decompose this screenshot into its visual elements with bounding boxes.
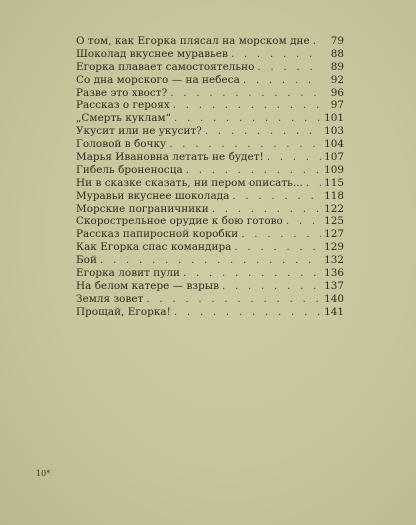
toc-entry-title: Скорострельное орудие к бою готово bbox=[76, 215, 283, 228]
toc-entry bbox=[76, 74, 344, 87]
toc-leader-dots bbox=[173, 99, 321, 112]
toc-entry bbox=[76, 87, 344, 100]
toc-entry bbox=[76, 241, 344, 254]
toc-entry-title: Егорка плавает самостоятельно bbox=[76, 60, 255, 73]
toc-entry-title: Рассказ о героях bbox=[76, 99, 170, 112]
toc-entry bbox=[76, 48, 344, 61]
toc-entry-page: 127 bbox=[324, 228, 344, 241]
toc-entry-title: Морские пограничники bbox=[76, 202, 209, 215]
toc-entry-title: Муравьи вкуснее шоколада bbox=[76, 189, 230, 202]
toc-entry bbox=[76, 254, 344, 267]
toc-entry-title: Со дна морского — на небеса bbox=[76, 73, 240, 86]
toc-entry-page: 137 bbox=[324, 279, 344, 292]
toc-entry-page: 118 bbox=[324, 189, 344, 202]
toc-entry-page: 136 bbox=[324, 267, 344, 280]
toc-leader-dots bbox=[267, 151, 321, 164]
toc-entry-page: 107 bbox=[324, 151, 344, 164]
toc-entry-page: 141 bbox=[324, 305, 344, 318]
toc-entry bbox=[76, 151, 344, 164]
toc-entry-page: 103 bbox=[324, 125, 344, 138]
toc-entry-page: 88 bbox=[330, 47, 344, 60]
toc-entry-page: 132 bbox=[324, 254, 344, 267]
toc-entry-title: Егорка ловит пули bbox=[76, 267, 181, 280]
toc-entry bbox=[76, 177, 344, 190]
toc-leader-dots bbox=[232, 190, 321, 203]
toc-entry-page: 115 bbox=[324, 176, 344, 189]
toc-leader-dots bbox=[169, 138, 321, 151]
toc-entry bbox=[76, 138, 344, 151]
printer-signature-mark: 10* bbox=[36, 469, 51, 478]
toc-leader-dots bbox=[234, 241, 321, 254]
toc-entry bbox=[76, 112, 344, 125]
toc-entry bbox=[76, 164, 344, 177]
toc-leader-dots bbox=[212, 203, 321, 216]
toc-leader-dots bbox=[241, 228, 321, 241]
toc-leader-dots bbox=[170, 87, 321, 100]
toc-entry-title: Прощай, Егорка! bbox=[76, 305, 171, 318]
toc-entry-page: 89 bbox=[330, 60, 344, 73]
toc-entry bbox=[76, 99, 344, 112]
toc-entry-page: 129 bbox=[324, 241, 344, 254]
table-of-contents bbox=[76, 35, 344, 319]
toc-entry-title: О том, как Егорка плясал на морском дне bbox=[76, 35, 310, 47]
toc-entry bbox=[76, 190, 344, 203]
toc-leader-dots bbox=[174, 306, 321, 319]
toc-entry-title: Разве это хвост? bbox=[76, 86, 168, 99]
toc-leader-dots bbox=[222, 280, 321, 293]
toc-leader-dots bbox=[146, 293, 321, 306]
toc-entry bbox=[76, 293, 344, 306]
toc-entry bbox=[76, 306, 344, 319]
toc-leader-dots bbox=[306, 177, 321, 190]
toc-entry-title: Шоколад вкуснее муравьев bbox=[76, 47, 228, 60]
toc-entry-title: На белом катере — взрыв bbox=[76, 279, 220, 292]
toc-entry bbox=[76, 61, 344, 74]
toc-entry-title: „Смерть куклам“ bbox=[76, 112, 171, 125]
toc-entry bbox=[76, 228, 344, 241]
toc-leader-dots bbox=[257, 61, 321, 74]
toc-entry-page: 125 bbox=[324, 215, 344, 228]
toc-leader-dots bbox=[100, 254, 321, 267]
toc-entry bbox=[76, 125, 344, 138]
toc-leader-dots bbox=[286, 215, 321, 228]
toc-entry-title: Как Егорка спас командира bbox=[76, 241, 232, 254]
toc-entry-title: Гибель броненосца bbox=[76, 163, 183, 176]
toc-entry-page: 79 bbox=[330, 35, 344, 47]
toc-entry-page: 122 bbox=[324, 202, 344, 215]
toc-leader-dots bbox=[313, 35, 321, 48]
toc-entry bbox=[76, 203, 344, 216]
toc-entry bbox=[76, 280, 344, 293]
toc-leader-dots bbox=[183, 267, 321, 280]
toc-entry-title: Марья Ивановна летать не будет! bbox=[76, 151, 264, 164]
toc-entry-title: Земля зовет bbox=[76, 292, 144, 305]
toc-entry-page: 109 bbox=[324, 163, 344, 176]
toc-entry-title: Бой bbox=[76, 254, 97, 267]
toc-entry-page: 101 bbox=[324, 112, 344, 125]
toc-entry-page: 96 bbox=[330, 86, 344, 99]
toc-entry bbox=[76, 267, 344, 280]
toc-leader-dots bbox=[205, 125, 321, 138]
toc-leader-dots bbox=[174, 112, 321, 125]
toc-entry-title: Ни в сказке сказать, ни пером описать... bbox=[76, 176, 303, 189]
toc-entry-page: 97 bbox=[330, 99, 344, 112]
toc-leader-dots bbox=[231, 48, 321, 61]
toc-leader-dots bbox=[243, 74, 321, 87]
toc-entry bbox=[76, 35, 344, 48]
toc-entry-title: Головой в бочку bbox=[76, 138, 167, 151]
toc-entry-title: Укусит или не укусит? bbox=[76, 125, 202, 138]
toc-entry-page: 104 bbox=[324, 138, 344, 151]
toc-entry-page: 92 bbox=[330, 73, 344, 86]
toc-entry bbox=[76, 215, 344, 228]
toc-leader-dots bbox=[186, 164, 321, 177]
toc-entry-page: 140 bbox=[324, 292, 344, 305]
toc-entry-title: Рассказ папиросной коробки bbox=[76, 228, 239, 241]
